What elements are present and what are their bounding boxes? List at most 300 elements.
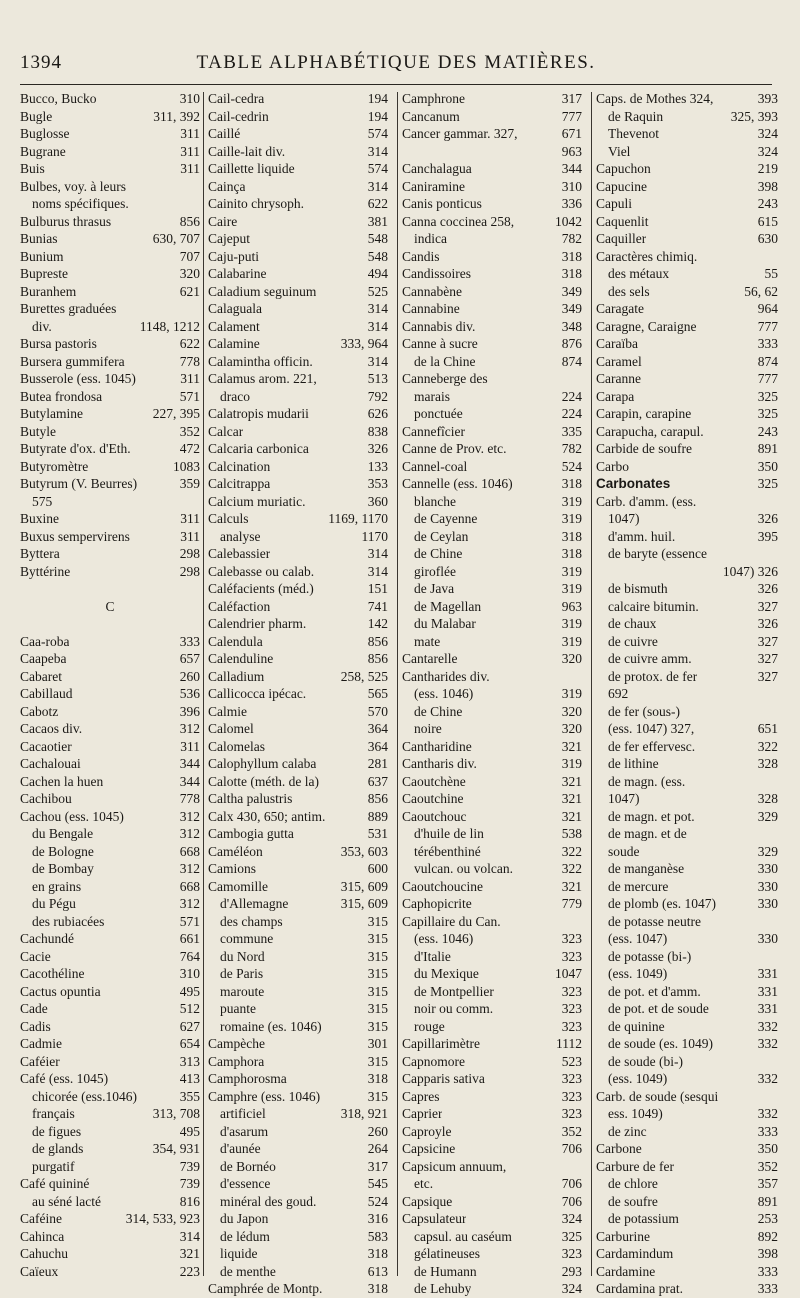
index-term: de cuivre amm. <box>608 651 692 666</box>
page-reference: 1170 <box>361 528 388 544</box>
page-reference: 706 <box>561 1141 582 1156</box>
index-term: de chlore <box>608 1176 658 1191</box>
page-reference: 671 <box>561 126 582 141</box>
page-reference: 1169, 1170 <box>328 511 388 526</box>
page-reference: 320 <box>179 266 200 281</box>
page-reference: 856 <box>367 791 388 806</box>
index-term: de pot. et de soude <box>608 1001 709 1016</box>
page-reference: 323 <box>561 1018 582 1034</box>
index-entry <box>596 1280 778 1298</box>
page-reference: 319 <box>561 756 582 771</box>
index-entry <box>208 685 388 703</box>
page-reference: 227, 395 <box>152 406 200 421</box>
index-entry <box>596 790 778 808</box>
index-entry <box>208 668 388 686</box>
page-reference: 219 <box>757 161 778 176</box>
index-entry <box>208 930 388 948</box>
index-term: Bugle <box>20 108 53 124</box>
index-term: de la Chine <box>414 353 476 369</box>
page-reference: 615 <box>757 213 778 229</box>
page-reference: 651 <box>757 721 778 736</box>
page-reference: 320 <box>561 703 582 719</box>
index-entry <box>596 423 778 441</box>
index-term: Cail-cedrin <box>208 108 269 124</box>
index-term: Viel <box>608 143 631 159</box>
index-term: Calcar <box>208 423 244 439</box>
page-reference: 315 <box>367 948 388 964</box>
index-entry <box>208 1105 388 1123</box>
index-entry <box>402 755 582 773</box>
index-entry <box>208 633 388 651</box>
index-term: Busserole (ess. 1045) <box>20 371 136 386</box>
index-entry <box>208 423 388 441</box>
page-reference: 319 <box>561 686 582 701</box>
index-entry <box>402 1140 582 1158</box>
page-reference: 336 <box>561 196 582 211</box>
index-entry <box>20 1088 200 1106</box>
index-entry <box>20 738 200 756</box>
index-term: de soude (bi-) <box>608 1053 683 1069</box>
page-reference: 321 <box>561 878 582 894</box>
page-reference: 151 <box>367 581 388 596</box>
index-entry <box>20 685 200 703</box>
index-entry <box>402 1088 582 1106</box>
index-term: Butyle <box>20 423 56 439</box>
page-reference: 523 <box>561 1053 582 1069</box>
page-reference: 319 <box>561 493 582 509</box>
index-entry <box>596 1018 778 1036</box>
index-entry <box>20 108 200 126</box>
index-term: Capuchon <box>596 161 651 176</box>
index-entry <box>20 668 200 686</box>
page-reference: 335 <box>561 423 582 439</box>
page-reference: 876 <box>561 336 582 351</box>
index-entry <box>402 160 582 178</box>
page-reference: 311, 392 <box>153 108 200 124</box>
page-reference: 317 <box>367 1158 388 1174</box>
index-term: Caïeux <box>20 1263 59 1279</box>
index-entry <box>596 160 778 178</box>
index-entry <box>208 1070 388 1088</box>
index-entry <box>20 423 200 441</box>
index-entry <box>402 1123 582 1141</box>
index-entry <box>208 1018 388 1036</box>
index-entry <box>596 1193 778 1211</box>
index-term: Cabotz <box>20 703 59 719</box>
index-column-1 <box>20 90 200 1280</box>
page-reference: 326 <box>367 441 388 456</box>
index-entry <box>20 720 200 738</box>
page-reference: 332 <box>757 1071 778 1086</box>
index-term: maroute <box>220 983 265 999</box>
page-reference: 350 <box>757 458 778 474</box>
page-reference: 311 <box>180 528 200 544</box>
index-entry <box>596 230 778 248</box>
page-reference: 311 <box>180 511 200 526</box>
index-term: Capsicine <box>402 1141 456 1156</box>
page-reference: 224 <box>561 406 582 421</box>
index-term: analyse <box>220 528 261 544</box>
index-term: Calamintha officin. <box>208 353 313 369</box>
index-entry <box>20 948 200 966</box>
page-reference: 310 <box>179 91 200 106</box>
page-reference: 630 <box>757 231 778 246</box>
index-entry <box>208 965 388 983</box>
index-term: Campèche <box>208 1036 265 1051</box>
index-entry <box>20 913 200 931</box>
page-reference: 777 <box>757 318 778 334</box>
index-entry <box>208 1000 388 1018</box>
index-term: noms spécifiques. <box>32 196 129 211</box>
index-entry <box>402 388 582 406</box>
page-reference: 319 <box>561 616 582 631</box>
index-term: de Bologne <box>32 843 94 859</box>
index-term: Capparis sativa <box>402 1071 485 1086</box>
index-term: Capsulateur <box>402 1211 467 1226</box>
index-term: purgatif <box>32 1158 75 1174</box>
index-entry <box>208 510 388 528</box>
page-reference: 323 <box>561 983 582 999</box>
index-term: Carbonates <box>596 476 671 491</box>
index-term: Carbo <box>596 458 629 474</box>
column-divider <box>591 92 592 1276</box>
index-entry <box>596 318 778 336</box>
index-term: Buxus sempervirens <box>20 528 130 544</box>
index-term: Cadis <box>20 1018 51 1034</box>
header-rule <box>20 84 772 85</box>
index-term: de soude (es. 1049) <box>608 1036 713 1051</box>
index-term: Caprier <box>402 1106 443 1121</box>
index-entry <box>402 860 582 878</box>
index-entry <box>402 1070 582 1088</box>
index-term: Cabillaud <box>20 686 73 701</box>
page-reference: 622 <box>179 336 200 351</box>
index-term: Buxine <box>20 511 59 526</box>
page-reference: 243 <box>757 196 778 211</box>
page-reference: 314, 533, 923 <box>125 1211 200 1226</box>
index-term: vulcan. ou volcan. <box>414 861 513 876</box>
page-reference: 312 <box>179 861 200 876</box>
index-term: Thevenot <box>608 126 659 141</box>
page-reference: 315 <box>367 931 388 946</box>
page-reference: 319 <box>561 511 582 526</box>
index-term: Capres <box>402 1088 440 1104</box>
index-term: Cardamina prat. <box>596 1281 683 1296</box>
index-term: Cachalouai <box>20 756 81 771</box>
index-term: Cambogia gutta <box>208 826 294 841</box>
index-term: indica <box>414 231 447 246</box>
index-term: d'Allemagne <box>220 896 289 911</box>
page-reference: 874 <box>561 353 582 369</box>
page-reference: 258, 525 <box>340 668 388 684</box>
index-entry <box>402 580 582 598</box>
index-entry <box>208 755 388 773</box>
index-term: (ess. 1046) <box>414 686 474 701</box>
index-entry <box>208 650 388 668</box>
index-entry <box>20 773 200 791</box>
index-term: Calamine <box>208 336 260 351</box>
index-entry <box>20 860 200 878</box>
page-reference: 312 <box>179 896 200 911</box>
index-term: Butea frondosa <box>20 388 103 404</box>
index-entry <box>20 388 200 406</box>
index-term: (ess. 1046) <box>414 931 474 946</box>
page-reference: 314 <box>367 318 388 334</box>
page-reference: 349 <box>561 301 582 316</box>
index-term: de Humann <box>414 1263 477 1279</box>
index-term: liquide <box>220 1246 258 1261</box>
page-reference: 319 <box>561 581 582 596</box>
page-reference: 315 <box>367 1053 388 1069</box>
page-reference: 637 <box>367 773 388 789</box>
index-term: de plomb (es. 1047) <box>608 896 716 911</box>
index-term: de soufre <box>608 1193 658 1209</box>
page-reference: 364 <box>367 738 388 754</box>
page-reference: 570 <box>367 703 388 719</box>
page-reference: 321 <box>561 773 582 789</box>
index-term: Calcium muriatic. <box>208 493 306 509</box>
index-entry <box>20 213 200 231</box>
page-reference: 325, 393 <box>730 108 778 124</box>
page-reference: 318 <box>367 1071 388 1086</box>
index-term: Capnomore <box>402 1053 465 1069</box>
index-entry <box>596 825 778 843</box>
page-reference: 322 <box>561 861 582 876</box>
index-entry <box>20 755 200 773</box>
index-entry <box>402 1263 582 1281</box>
page-reference: 223 <box>179 1263 200 1279</box>
index-entry <box>402 650 582 668</box>
index-entry <box>208 1228 388 1246</box>
index-term: chicorée (ess.1046) <box>32 1088 137 1104</box>
index-entry <box>20 458 200 476</box>
index-term: Calamus arom. 221, <box>208 371 317 386</box>
index-entry <box>402 615 582 633</box>
index-term: blanche <box>414 493 456 509</box>
index-term: Caraïba <box>596 336 638 351</box>
index-entry <box>596 108 778 126</box>
index-entry <box>208 475 388 493</box>
page-reference: 613 <box>367 1263 388 1279</box>
page-reference: 778 <box>179 353 200 369</box>
index-entry <box>208 283 388 301</box>
page-reference: 311 <box>180 161 200 176</box>
index-entry <box>402 178 582 196</box>
page-reference: 314 <box>367 353 388 369</box>
page-reference: 318, 921 <box>340 1106 388 1121</box>
page-reference: 622 <box>367 196 388 211</box>
page-reference: 816 <box>179 1193 200 1209</box>
page-reference: 321 <box>561 791 582 806</box>
index-term: de Lehuby <box>414 1281 472 1296</box>
page-reference: 545 <box>367 1176 388 1191</box>
index-term: (ess. 1049) <box>608 1071 668 1086</box>
index-term: Cantharides div. <box>402 668 490 684</box>
index-entry <box>402 913 582 931</box>
index-term: (ess. 1047) 327, <box>608 721 695 736</box>
index-term: Cannabine <box>402 301 460 316</box>
page-reference: 495 <box>179 983 200 999</box>
page-reference: 315, 609 <box>340 878 388 894</box>
index-term: Carapin, carapine <box>596 406 692 421</box>
page-reference: 395 <box>757 528 778 544</box>
index-entry <box>402 685 582 703</box>
index-entry <box>208 440 388 458</box>
index-entry <box>402 930 582 948</box>
page-reference: 311 <box>180 126 200 141</box>
index-entry <box>20 1140 200 1158</box>
index-entry <box>596 633 778 651</box>
index-term: Caléfaction <box>208 598 271 614</box>
index-term: Candissoires <box>402 266 471 281</box>
index-term: Byttera <box>20 546 60 561</box>
page-reference: 325 <box>757 476 778 491</box>
index-entry <box>208 1158 388 1176</box>
index-term: ess. 1049) <box>608 1106 663 1121</box>
page-reference: 1047) 326 <box>722 563 778 579</box>
page-reference: 600 <box>367 861 388 876</box>
index-entry <box>20 825 200 843</box>
page-reference: 357 <box>757 1176 778 1191</box>
index-entry <box>208 615 388 633</box>
index-term: de zinc <box>608 1123 647 1139</box>
page-reference: 322 <box>561 843 582 859</box>
index-term: Carbure de fer <box>596 1158 674 1174</box>
page-reference: 311 <box>180 143 200 159</box>
index-term: Calenduline <box>208 651 274 666</box>
index-term: Candis <box>402 248 440 264</box>
index-term: des rubiacées <box>32 913 105 929</box>
index-term: de magn. (ess. <box>608 773 686 789</box>
page-reference: 344 <box>179 773 200 789</box>
page-reference: 324 <box>757 143 778 159</box>
index-entry <box>208 265 388 283</box>
index-term: de baryte (essence <box>608 546 707 561</box>
page-reference: 298 <box>179 546 200 561</box>
page-reference: 398 <box>757 1246 778 1261</box>
index-term: artificiel <box>220 1106 266 1121</box>
index-entry <box>402 493 582 511</box>
index-term: Calcaria carbonica <box>208 441 309 456</box>
index-term: Caproyle <box>402 1123 452 1139</box>
index-term: Butyrate d'ox. d'Eth. <box>20 441 131 456</box>
index-term: Caapeba <box>20 651 67 666</box>
page-reference: 332 <box>757 1036 778 1051</box>
index-entry <box>402 265 582 283</box>
index-term: etc. <box>414 1176 434 1191</box>
index-term: de bismuth <box>608 581 668 596</box>
index-entry <box>208 195 388 213</box>
index-entry <box>208 1123 388 1141</box>
index-entry <box>208 790 388 808</box>
index-term: Canne de Prov. etc. <box>402 441 507 456</box>
page-reference: 331 <box>757 966 778 981</box>
index-term: de glands <box>32 1141 84 1156</box>
index-entry <box>596 125 778 143</box>
index-term: du Nord <box>220 948 265 964</box>
index-entry <box>208 318 388 336</box>
index-entry <box>208 300 388 318</box>
page-reference: 318 <box>367 1246 388 1261</box>
page-reference: 333 <box>757 1281 778 1296</box>
index-entry <box>402 1245 582 1263</box>
page-reference: 319 <box>561 563 582 579</box>
index-entry <box>208 598 388 616</box>
page-number: 1394 <box>20 52 62 73</box>
index-term: Camphrée de Montp. <box>208 1281 323 1296</box>
page-reference: 548 <box>367 231 388 246</box>
page-reference: 739 <box>179 1176 200 1191</box>
page-reference: 318 <box>561 546 582 561</box>
index-entry <box>208 125 388 143</box>
index-entry <box>596 1175 778 1193</box>
index-term: Capillaire du Can. <box>402 913 501 929</box>
page-reference: 311 <box>180 371 200 386</box>
page-reference: 301 <box>367 1036 388 1051</box>
page-reference: 524 <box>561 458 582 474</box>
page-reference: 779 <box>561 896 582 911</box>
page-reference: 352 <box>757 1158 778 1174</box>
index-entry <box>402 703 582 721</box>
index-term: Cantharidine <box>402 738 472 754</box>
index-entry <box>20 335 200 353</box>
index-entry <box>596 545 778 563</box>
index-entry <box>20 440 200 458</box>
index-entry <box>596 195 778 213</box>
index-term: mate <box>414 633 441 649</box>
index-entry <box>208 545 388 563</box>
index-entry <box>20 143 200 161</box>
index-term: Capucine <box>596 178 647 194</box>
index-entry <box>596 860 778 878</box>
index-entry <box>402 895 582 913</box>
index-entry <box>20 230 200 248</box>
index-entry <box>20 475 200 493</box>
index-term: C <box>105 598 115 614</box>
index-term: Cacaos div. <box>20 721 83 736</box>
index-entry <box>402 843 582 861</box>
index-term: Canne à sucre <box>402 336 478 351</box>
index-term: Cachundé <box>20 931 74 946</box>
index-entry <box>402 598 582 616</box>
page-reference: 323 <box>561 1071 582 1086</box>
index-term: Cacie <box>20 948 51 964</box>
index-entry <box>402 90 582 108</box>
index-term: Caa-roba <box>20 633 70 649</box>
index-entry <box>208 160 388 178</box>
index-entry <box>20 1035 200 1053</box>
page-reference: 331 <box>757 983 778 999</box>
index-term: 1047) <box>608 511 640 526</box>
index-term: de quinine <box>608 1018 665 1034</box>
index-entry <box>20 615 200 633</box>
page-reference: 661 <box>179 931 200 946</box>
index-term: Caragne, Caraigne <box>596 318 697 334</box>
index-entry <box>596 563 778 581</box>
page-reference: 323 <box>561 1106 582 1121</box>
index-entry <box>402 230 582 248</box>
index-term: de figues <box>32 1123 82 1139</box>
index-entry <box>208 825 388 843</box>
page-reference: 315 <box>367 1088 388 1104</box>
index-term: Calebassier <box>208 546 271 561</box>
page-reference: 314 <box>367 546 388 561</box>
page-reference: 332 <box>757 1106 778 1121</box>
page-reference: 323 <box>561 1246 582 1261</box>
index-entry <box>20 1263 200 1281</box>
page-reference: 224 <box>561 388 582 404</box>
index-entry <box>402 1158 582 1176</box>
